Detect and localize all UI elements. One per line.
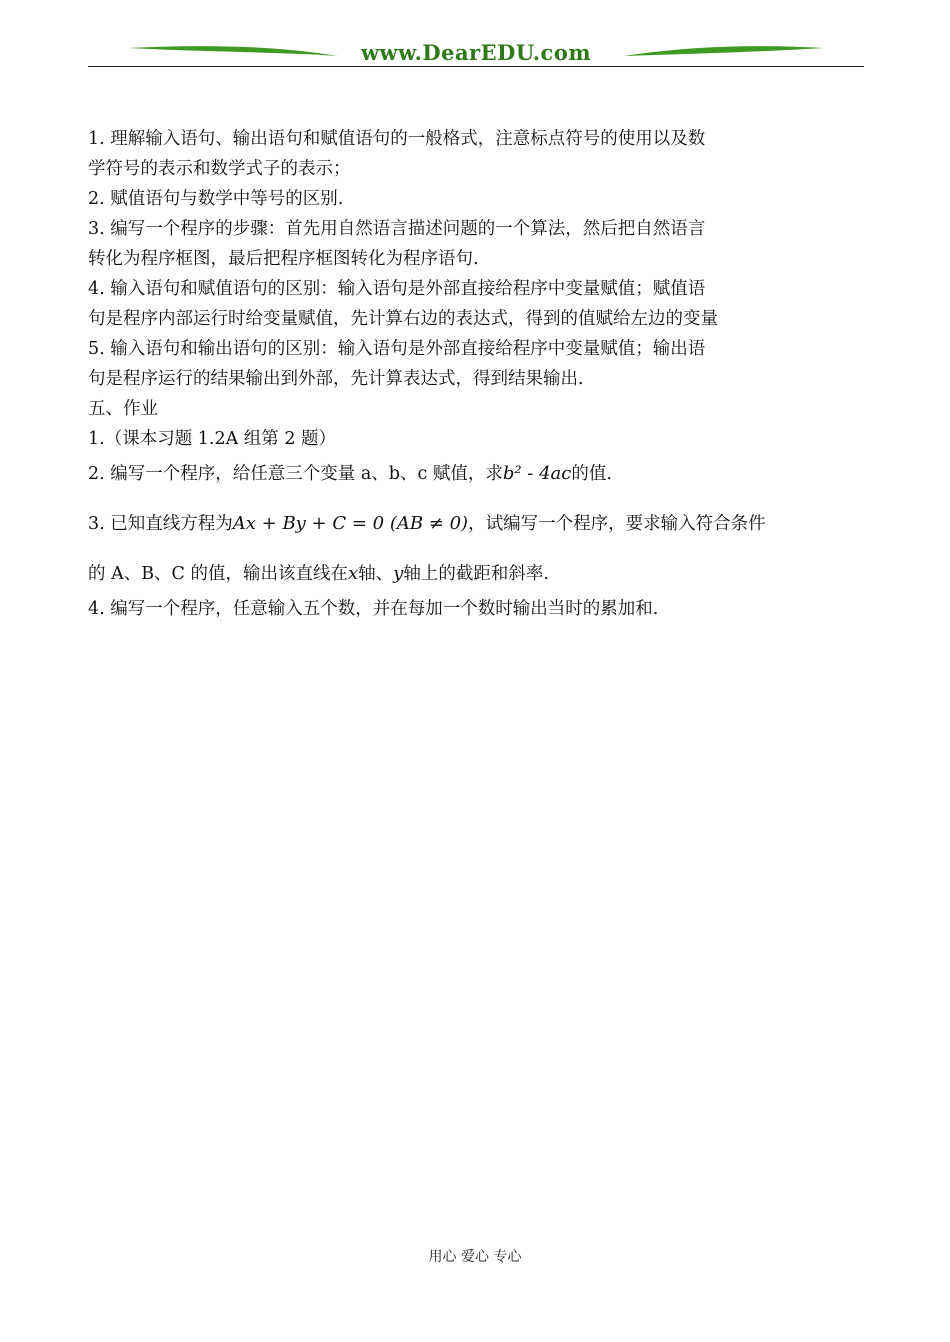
q3-var-x: x bbox=[348, 563, 359, 584]
site-url: www.DearEDU.com bbox=[360, 40, 592, 65]
q3-line2-after: 轴上的截距和斜率. bbox=[403, 564, 549, 584]
text-line: 1. 理解输入语句、输出语句和赋值语句的一般格式，注意标点符号的使用以及数 bbox=[88, 129, 706, 149]
text-line: 学符号的表示和数学式子的表示； bbox=[88, 159, 351, 179]
text-line: 3. 编写一个程序的步骤：首先用自然语言描述问题的一个算法，然后把自然语言 bbox=[88, 219, 706, 239]
q3-line2-before: 的 A、B、C 的值，输出该直线在 bbox=[88, 564, 349, 584]
q2-formula: b² - 4ac bbox=[502, 463, 572, 484]
text-line: 5. 输入语句和输出语句的区别：输入语句是外部直接给程序中变量赋值；输出语 bbox=[88, 339, 706, 359]
section-heading: 五、作业 bbox=[88, 399, 158, 419]
text-line: 转化为程序框图，最后把程序框图转化为程序语句. bbox=[88, 249, 479, 269]
text-line: 2. 赋值语句与数学中等号的区别. bbox=[88, 189, 344, 209]
q3-formula: Ax + By + C = 0 (AB ≠ 0) bbox=[232, 513, 469, 534]
homework-item-4: 4. 编写一个程序，任意输入五个数，并在每加一个数时输出当时的累加和. bbox=[88, 599, 659, 619]
page-footer: 用心 爱心 专心 bbox=[428, 1249, 522, 1265]
q3-text-before: 3. 已知直线方程为 bbox=[88, 514, 233, 534]
q3-mid: 轴、 bbox=[358, 564, 394, 584]
q3-text-after: ，试编写一个程序，要求输入符合条件 bbox=[468, 514, 766, 534]
homework-item-3-cont bbox=[88, 554, 866, 594]
header-divider bbox=[88, 66, 864, 67]
text-line: 4. 输入语句和赋值语句的区别：输入语句是外部直接给程序中变量赋值；赋值语 bbox=[88, 279, 706, 299]
document-body bbox=[88, 124, 866, 624]
q3-var-y: y bbox=[393, 563, 404, 584]
homework-item-3 bbox=[88, 504, 866, 544]
homework-item-2 bbox=[88, 454, 866, 494]
q2-text-before: 2. 编写一个程序，给任意三个变量 a、b、c 赋值，求 bbox=[88, 464, 503, 484]
q2-text-after: 的值. bbox=[571, 464, 612, 484]
text-line: 句是程序内部运行时给变量赋值，先计算右边的表达式，得到的值赋给左边的变量 bbox=[88, 309, 718, 329]
homework-item-1: 1.（课本习题 1.2A 组第 2 题） bbox=[88, 429, 337, 449]
text-line: 句是程序运行的结果输出到外部，先计算表达式，得到结果输出. bbox=[88, 369, 584, 389]
